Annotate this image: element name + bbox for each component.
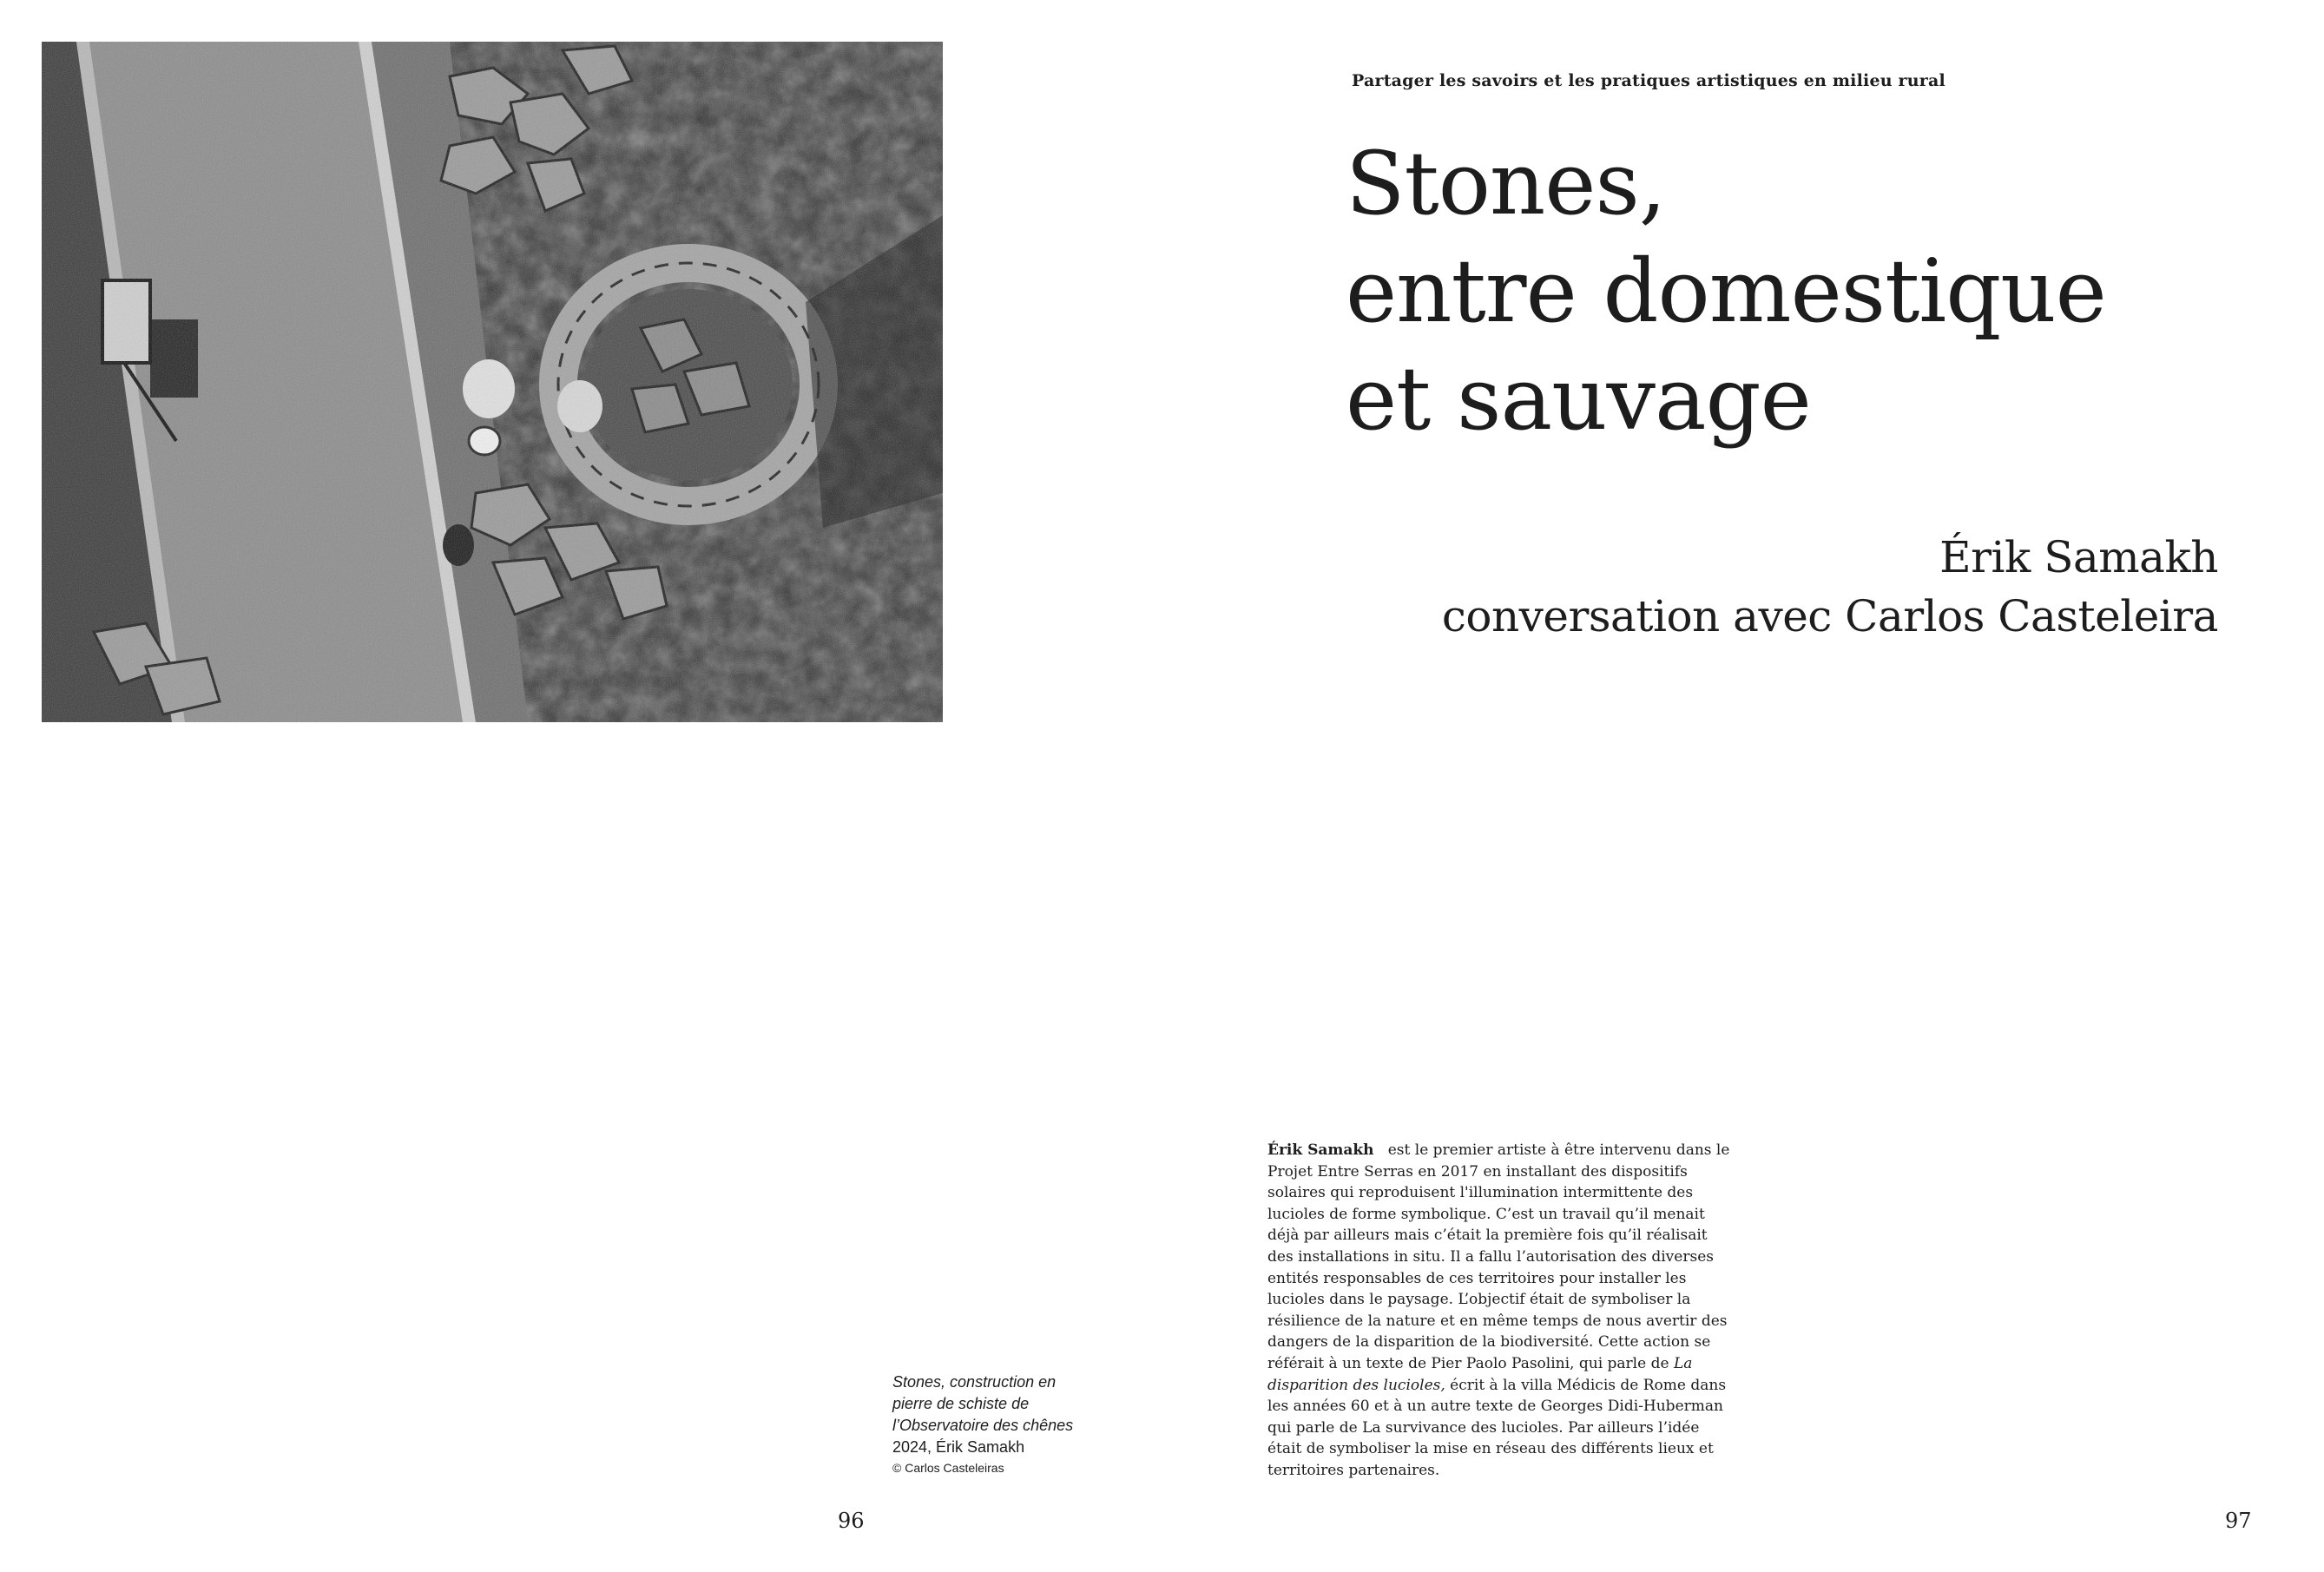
body-line-7: entités responsables de ces territoires pour installer les <box>1267 1269 1687 1287</box>
body-line <box>1267 1353 1736 1375</box>
body-line-14: qui parle de La survivance des lucioles. Par ailleurs l’idée <box>1267 1418 1700 1437</box>
author-subtitle: conversation avec Carlos Casteleira <box>1441 591 2218 641</box>
body-line-3: solaires qui reproduisent l'illumination intermittente des <box>1267 1184 1694 1202</box>
page-number-right: 97 <box>2225 1509 2252 1533</box>
article-title <box>1346 130 2301 453</box>
body-line-9: résilience de la nature et en même temps de nous avertir des <box>1267 1312 1728 1330</box>
aerial-photo <box>42 42 943 722</box>
article-body <box>1267 1140 1736 1482</box>
title-line-1: Stones, <box>1346 133 1666 234</box>
author-name: Érik Samakh <box>1939 532 2218 582</box>
body-line-5: déjà par ailleurs mais c’était la première fois qu’il réalisait <box>1267 1227 1708 1245</box>
caption-line-3: l’Observatoire des chênes <box>892 1417 1074 1434</box>
photo-caption <box>892 1371 1153 1477</box>
book-title-part-2: disparition des lucioles, <box>1267 1376 1445 1394</box>
title-line-2: entre domestique <box>1346 240 2106 342</box>
aerial-photo-image <box>42 42 943 722</box>
page-number-left: 96 <box>838 1509 865 1533</box>
body-line-6: des installations in situ. Il a fallu l’autorisation des diverses <box>1267 1247 1714 1266</box>
body-line-16: territoires partenaires. <box>1267 1461 1440 1479</box>
photo-credit: © Carlos Casteleiras <box>892 1461 1004 1475</box>
body-line-11: référait à un texte de Pier Paolo Pasolini, qui parle de <box>1267 1354 1669 1372</box>
caption-line-1: Stones, construction en <box>892 1373 1057 1391</box>
body-line <box>1267 1140 1736 1161</box>
caption-line-4: 2024, Érik Samakh <box>892 1438 1025 1456</box>
body-line-12: écrit à la villa Médicis de Rome dans <box>1450 1376 1727 1394</box>
body-line-13: les années 60 et à un autre texte de Georges Didi-Huberman <box>1267 1398 1723 1416</box>
body-line-10: dangers de la disparition de la biodiversité. Cette action se <box>1267 1333 1711 1352</box>
body-line <box>1267 1375 1736 1397</box>
body-line-2: Projet Entre Serras en 2017 en installant des dispositifs <box>1267 1162 1688 1181</box>
lead-name: Érik Samakh <box>1267 1141 1374 1159</box>
book-title-part-1: La <box>1673 1354 1693 1372</box>
caption-line-2: pierre de schiste de <box>892 1395 1030 1412</box>
article-authors <box>1350 528 2218 646</box>
body-line-4: lucioles de forme symbolique. C’est un travail qu’il menait <box>1267 1205 1705 1223</box>
title-line-3: et sauvage <box>1346 348 1811 450</box>
section-kicker: Partager les savoirs et les pratiques artistiques en milieu rural <box>1352 71 1945 90</box>
body-line-15: était de symboliser la mise en réseau des différents lieux et <box>1267 1440 1714 1458</box>
body-line-8: lucioles dans le paysage. L’objectif était de symboliser la <box>1267 1291 1691 1309</box>
body-line-1: est le premier artiste à être intervenu dans le <box>1387 1141 1730 1159</box>
